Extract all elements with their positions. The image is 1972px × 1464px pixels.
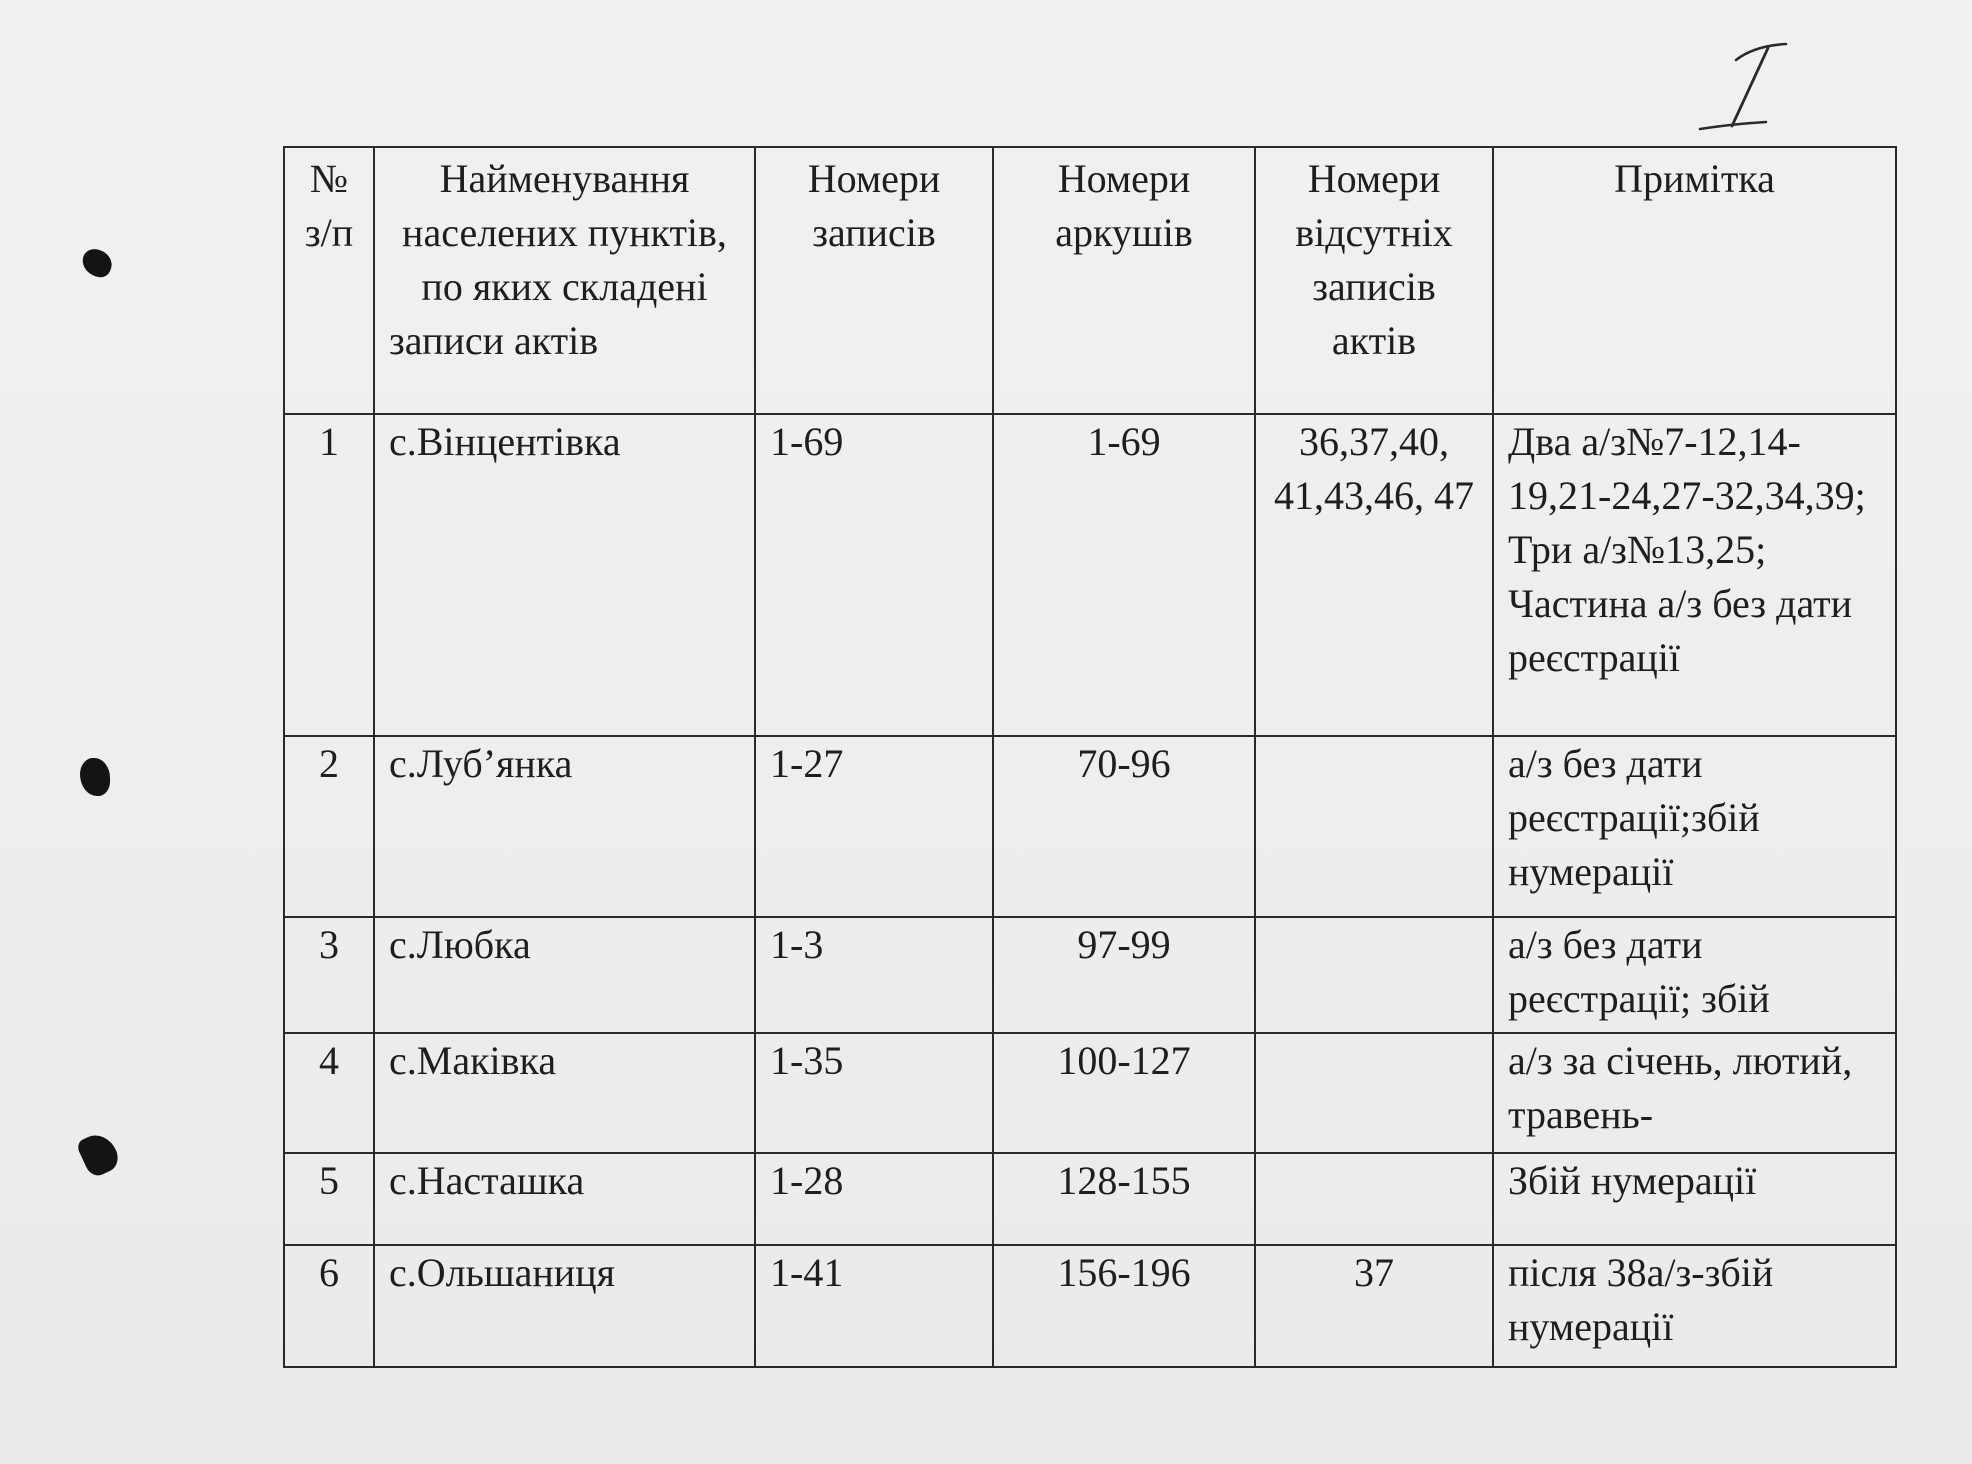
settlement-name: с.Любка bbox=[374, 917, 755, 1033]
missing-records bbox=[1255, 917, 1493, 1033]
missing-records: 36,37,40, 41,43,46, 47 bbox=[1255, 414, 1493, 736]
civil-records-register-table bbox=[283, 146, 1897, 1368]
record-numbers: 1-69 bbox=[755, 414, 993, 736]
sheet-numbers: 70-96 bbox=[993, 736, 1255, 917]
sheet-numbers: 156-196 bbox=[993, 1245, 1255, 1367]
note: а/з без дати реєстрації; збій bbox=[1493, 917, 1896, 1033]
header-missing-records: Номери відсутніх записів актів bbox=[1255, 147, 1493, 414]
header-sheet-numbers: Номери аркушів bbox=[993, 147, 1255, 414]
row-number: 1 bbox=[284, 414, 374, 736]
settlement-name: с.Луб’янка bbox=[374, 736, 755, 917]
table-row bbox=[284, 1153, 1896, 1245]
record-numbers: 1-3 bbox=[755, 917, 993, 1033]
sheet-numbers: 100-127 bbox=[993, 1033, 1255, 1153]
punch-hole-icon bbox=[80, 758, 110, 796]
row-number: 5 bbox=[284, 1153, 374, 1245]
header-note: Примітка bbox=[1493, 147, 1896, 414]
settlement-name: с.Насташка bbox=[374, 1153, 755, 1245]
record-numbers: 1-35 bbox=[755, 1033, 993, 1153]
sheet-numbers: 97-99 bbox=[993, 917, 1255, 1033]
row-number: 4 bbox=[284, 1033, 374, 1153]
table-row bbox=[284, 414, 1896, 736]
missing-records bbox=[1255, 1033, 1493, 1153]
record-numbers: 1-28 bbox=[755, 1153, 993, 1245]
missing-records bbox=[1255, 1153, 1493, 1245]
sheet-numbers: 128-155 bbox=[993, 1153, 1255, 1245]
row-number: 2 bbox=[284, 736, 374, 917]
sheet-numbers: 1-69 bbox=[993, 414, 1255, 736]
settlement-name: с.Маківка bbox=[374, 1033, 755, 1153]
note: після 38а/з-збій нумерації bbox=[1493, 1245, 1896, 1367]
record-numbers: 1-41 bbox=[755, 1245, 993, 1367]
missing-records: 37 bbox=[1255, 1245, 1493, 1367]
punch-hole-icon bbox=[75, 1129, 123, 1180]
settlement-name: с.Вінцентівка bbox=[374, 414, 755, 736]
header-num: № з/п bbox=[284, 147, 374, 414]
row-number: 6 bbox=[284, 1245, 374, 1367]
settlement-name: с.Ольшаниця bbox=[374, 1245, 755, 1367]
header-record-numbers: Номери записів bbox=[755, 147, 993, 414]
table-header-row bbox=[284, 147, 1896, 414]
table-row bbox=[284, 917, 1896, 1033]
note: а/з за січень, лютий, травень- bbox=[1493, 1033, 1896, 1153]
header-settlement: Найменування населених пунктів, по яких складені записи актів bbox=[374, 147, 755, 414]
record-numbers: 1-27 bbox=[755, 736, 993, 917]
note: Збій нумерації bbox=[1493, 1153, 1896, 1245]
row-number: 3 bbox=[284, 917, 374, 1033]
table-row bbox=[284, 1245, 1896, 1367]
punch-hole-icon bbox=[78, 246, 115, 281]
note: Два а/з№7-12,14-19,21-24,27-32,34,39; Три а/з№13,25; Частина а/з без дати реєстрації bbox=[1493, 414, 1896, 736]
table-row bbox=[284, 1033, 1896, 1153]
note: а/з без дати реєстрації;збій нумерації bbox=[1493, 736, 1896, 917]
table-row bbox=[284, 736, 1896, 917]
missing-records bbox=[1255, 736, 1493, 917]
handwritten-page-number bbox=[1692, 38, 1792, 138]
